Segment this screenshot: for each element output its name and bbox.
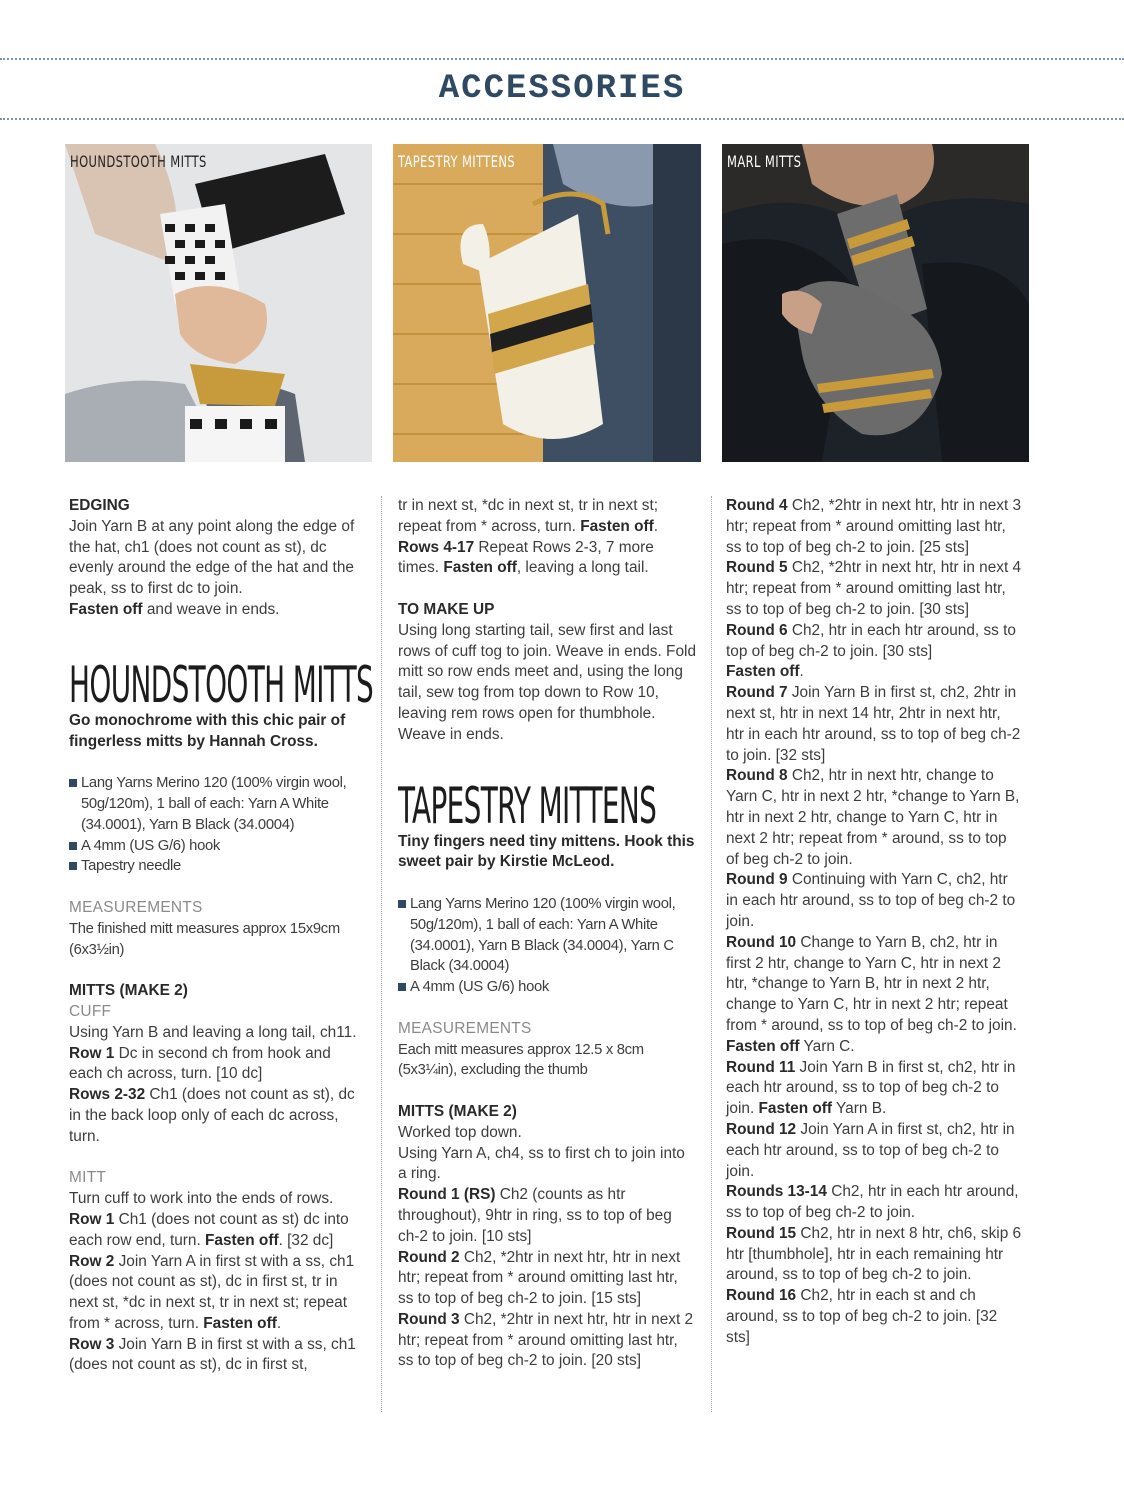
instruction-round: Round 9 Continuing with Yarn C, ch2, htr in each htr around, ss to top of beg ch-2 to join. xyxy=(726,871,1016,930)
column-divider xyxy=(381,496,382,1412)
measurements-text: Each mitt measures approx 12.5 x 8cm (5x3¼in), excluding the thumb xyxy=(398,1041,644,1079)
section-title: ACCESSORIES xyxy=(438,70,686,108)
continued-row: tr in next st, *dc in next st, tr in next st; repeat from * across, turn. Fasten off. xyxy=(398,497,659,535)
column-3 xyxy=(726,496,1022,1349)
instruction-row: Rows 4-17 Repeat Rows 2-3, 7 more times. Fasten off, leaving a long tail. xyxy=(398,538,654,577)
mitts-heading: MITTS (MAKE 2) xyxy=(69,982,188,1000)
instruction-row: Row 3 Join Yarn B in first st with a ss, ch1 (does not count as st), dc in first st, xyxy=(69,1335,356,1374)
top-dotted-rule xyxy=(0,58,1124,60)
start-text: Using Yarn A, ch4, ss to first ch to join into a ring. xyxy=(398,1144,685,1183)
instruction-round: Round 7 Join Yarn B in first st, ch2, 2htr in next st, htr in next 14 htr, 2htr in next htr, htr in each htr around, ss to top of beg ch-2 to join. [32 sts] xyxy=(726,684,1021,764)
tapestry-mittens-photo xyxy=(393,144,701,462)
make-up-heading: TO MAKE UP xyxy=(398,600,495,618)
instruction-round: Round 8 Ch2, htr in next htr, change to Yarn C, htr in next 2 htr, *change to Yarn B, htr in next 2 htr, change to Yarn C, htr in next 2 htr; repeat from * around, ss to top of beg ch-2 to join. xyxy=(726,767,1020,868)
instruction-row: Row 2 Join Yarn A in first st with a ss, ch1 (does not count as st), dc in first st, tr in next st, *dc in next st, tr in next st; repeat from * across, turn. Fasten off. xyxy=(69,1252,355,1332)
material-item: A 4mm (US G/6) hook xyxy=(69,836,364,857)
cuff-text: Using Yarn B and leaving a long tail, ch11. xyxy=(69,1023,357,1041)
measurements-text: The finished mitt measures approx 15x9cm (6x3½in) xyxy=(69,920,340,958)
material-item: Lang Yarns Merino 120 (100% virgin wool, 50g/120m), 1 ball of each: Yarn A White (34.0001), Yarn B Black (34.0004) xyxy=(69,773,364,835)
instruction-round: Round 11 Join Yarn B in first st, ch2, htr in each htr around, ss to top of beg ch-2 to join. Fasten off Yarn B. xyxy=(726,1058,1016,1118)
edging-paragraph: Join Yarn B at any point along the edge of the hat, ch1 (does not count as st), dc evenly around the edge of the hat and the peak, ss to first dc to join. Fasten off and weave in ends. xyxy=(69,517,355,618)
instruction-round: Round 3 Ch2, *2htr in next htr, htr in next 2 htr; repeat from * around omitting last htr, ss to top of beg ch-2 to join. [20 sts] xyxy=(398,1310,694,1370)
bottom-dotted-rule xyxy=(0,118,1124,120)
tapestry-intro: Tiny fingers need tiny mittens. Hook this sweet pair by Kirstie McLeod. xyxy=(398,832,695,871)
tapestry-title: TAPESTRY MITTENS xyxy=(398,776,657,835)
instruction-round: Round 6 Ch2, htr in each htr around, ss to top of beg ch-2 to join. [30 sts] Fasten off. xyxy=(726,621,1016,681)
instruction-round: Round 4 Ch2, *2htr in next htr, htr in next 3 htr; repeat from * around omitting last htr, ss to top of beg ch-2 to join. [25 sts] xyxy=(726,497,1022,556)
houndstooth-mitts-photo xyxy=(65,144,372,462)
column-divider xyxy=(711,496,712,1412)
photo-label-tapestry: TAPESTRY MITTENS xyxy=(398,152,516,171)
instruction-round: Round 10 Change to Yarn B, ch2, htr in first 2 htr, change to Yarn C, htr in next 2 htr, *change to Yarn B, htr in next 2 htr, change to Yarn C, htr in next 2 htr; repeat from * around, ss to top of beg ch-2 to join. Fasten off Yarn C. xyxy=(726,933,1017,1055)
marl-mitts-photo xyxy=(722,144,1029,462)
measurements-heading: MEASUREMENTS xyxy=(69,898,203,916)
houndstooth-intro: Go monochrome with this chic pair of fingerless mitts by Hannah Cross. xyxy=(69,711,346,750)
instruction-round: Round 12 Join Yarn A in first st, ch2, htr in each htr around, ss to top of beg ch-2 to join. xyxy=(726,1120,1015,1180)
instruction-round: Round 5 Ch2, *2htr in next htr, htr in next 4 htr; repeat from * around omitting last htr, ss to top of beg ch-2 to join. [30 sts] xyxy=(726,559,1022,618)
column-2 xyxy=(398,496,696,1372)
instruction-round: Round 16 Ch2, htr in each st and ch around, ss to top of beg ch-2 to join. [32 sts] xyxy=(726,1287,998,1346)
instruction-round: Round 15 Ch2, htr in next 8 htr, ch6, skip 6 htr [thumbhole], htr in each remaining htr around, ss to top of beg ch-2 to join. xyxy=(726,1224,1022,1284)
instruction-round: Round 2 Ch2, *2htr in next htr, htr in next htr; repeat from * around omitting last htr, ss to top of beg ch-2 to join. [15 sts] xyxy=(398,1248,681,1308)
material-item: A 4mm (US G/6) hook xyxy=(398,977,696,998)
instruction-row: Row 1 Ch1 (does not count as st) dc into each row end, turn. Fasten off. [32 dc] xyxy=(69,1210,349,1249)
measurements-heading: MEASUREMENTS xyxy=(398,1019,532,1037)
instruction-round: Rounds 13-14 Ch2, htr in each htr around, ss to top of beg ch-2 to join. xyxy=(726,1183,1019,1222)
column-1 xyxy=(69,496,374,1376)
edging-heading: EDGING xyxy=(69,497,130,514)
photo-label-marl: MARL MITTS xyxy=(727,152,802,171)
houndstooth-title: HOUNDSTOOTH MITTS xyxy=(69,655,374,714)
material-item: Tapestry needle xyxy=(69,856,364,877)
mitt-text: Turn cuff to work into the ends of rows. xyxy=(69,1190,334,1208)
worked-text: Worked top down. xyxy=(398,1123,522,1141)
mitts-heading: MITTS (MAKE 2) xyxy=(398,1102,517,1120)
instruction-round: Round 1 (RS) Ch2 (counts as htr throughout), 9htr in ring, ss to top of beg ch-2 to join. [10 sts] xyxy=(398,1186,672,1245)
make-up-text: Using long starting tail, sew first and last rows of cuff tog to join. Weave in ends. Fold mitt so row ends meet and, using the long tail, sew tog from top down to Row 10, leaving rem rows open for thumbhole. Weave in ends. xyxy=(398,621,696,743)
instruction-row: Row 1 Dc in second ch from hook and each ch across, turn. [10 dc] xyxy=(69,1044,331,1083)
instruction-row: Rows 2-32 Ch1 (does not count as st), dc in the back loop only of each dc across, turn. xyxy=(69,1086,355,1145)
mitt-heading: MITT xyxy=(69,1169,107,1187)
cuff-heading: CUFF xyxy=(69,1002,112,1020)
photo-label-houndstooth: HOUNDSTOOTH MITTS xyxy=(70,152,207,171)
material-item: Lang Yarns Merino 120 (100% virgin wool, 50g/120m), 1 ball of each: Yarn A White (34.0001), Yarn B Black (34.0004), Yarn C Black (34.0004) xyxy=(398,894,696,977)
